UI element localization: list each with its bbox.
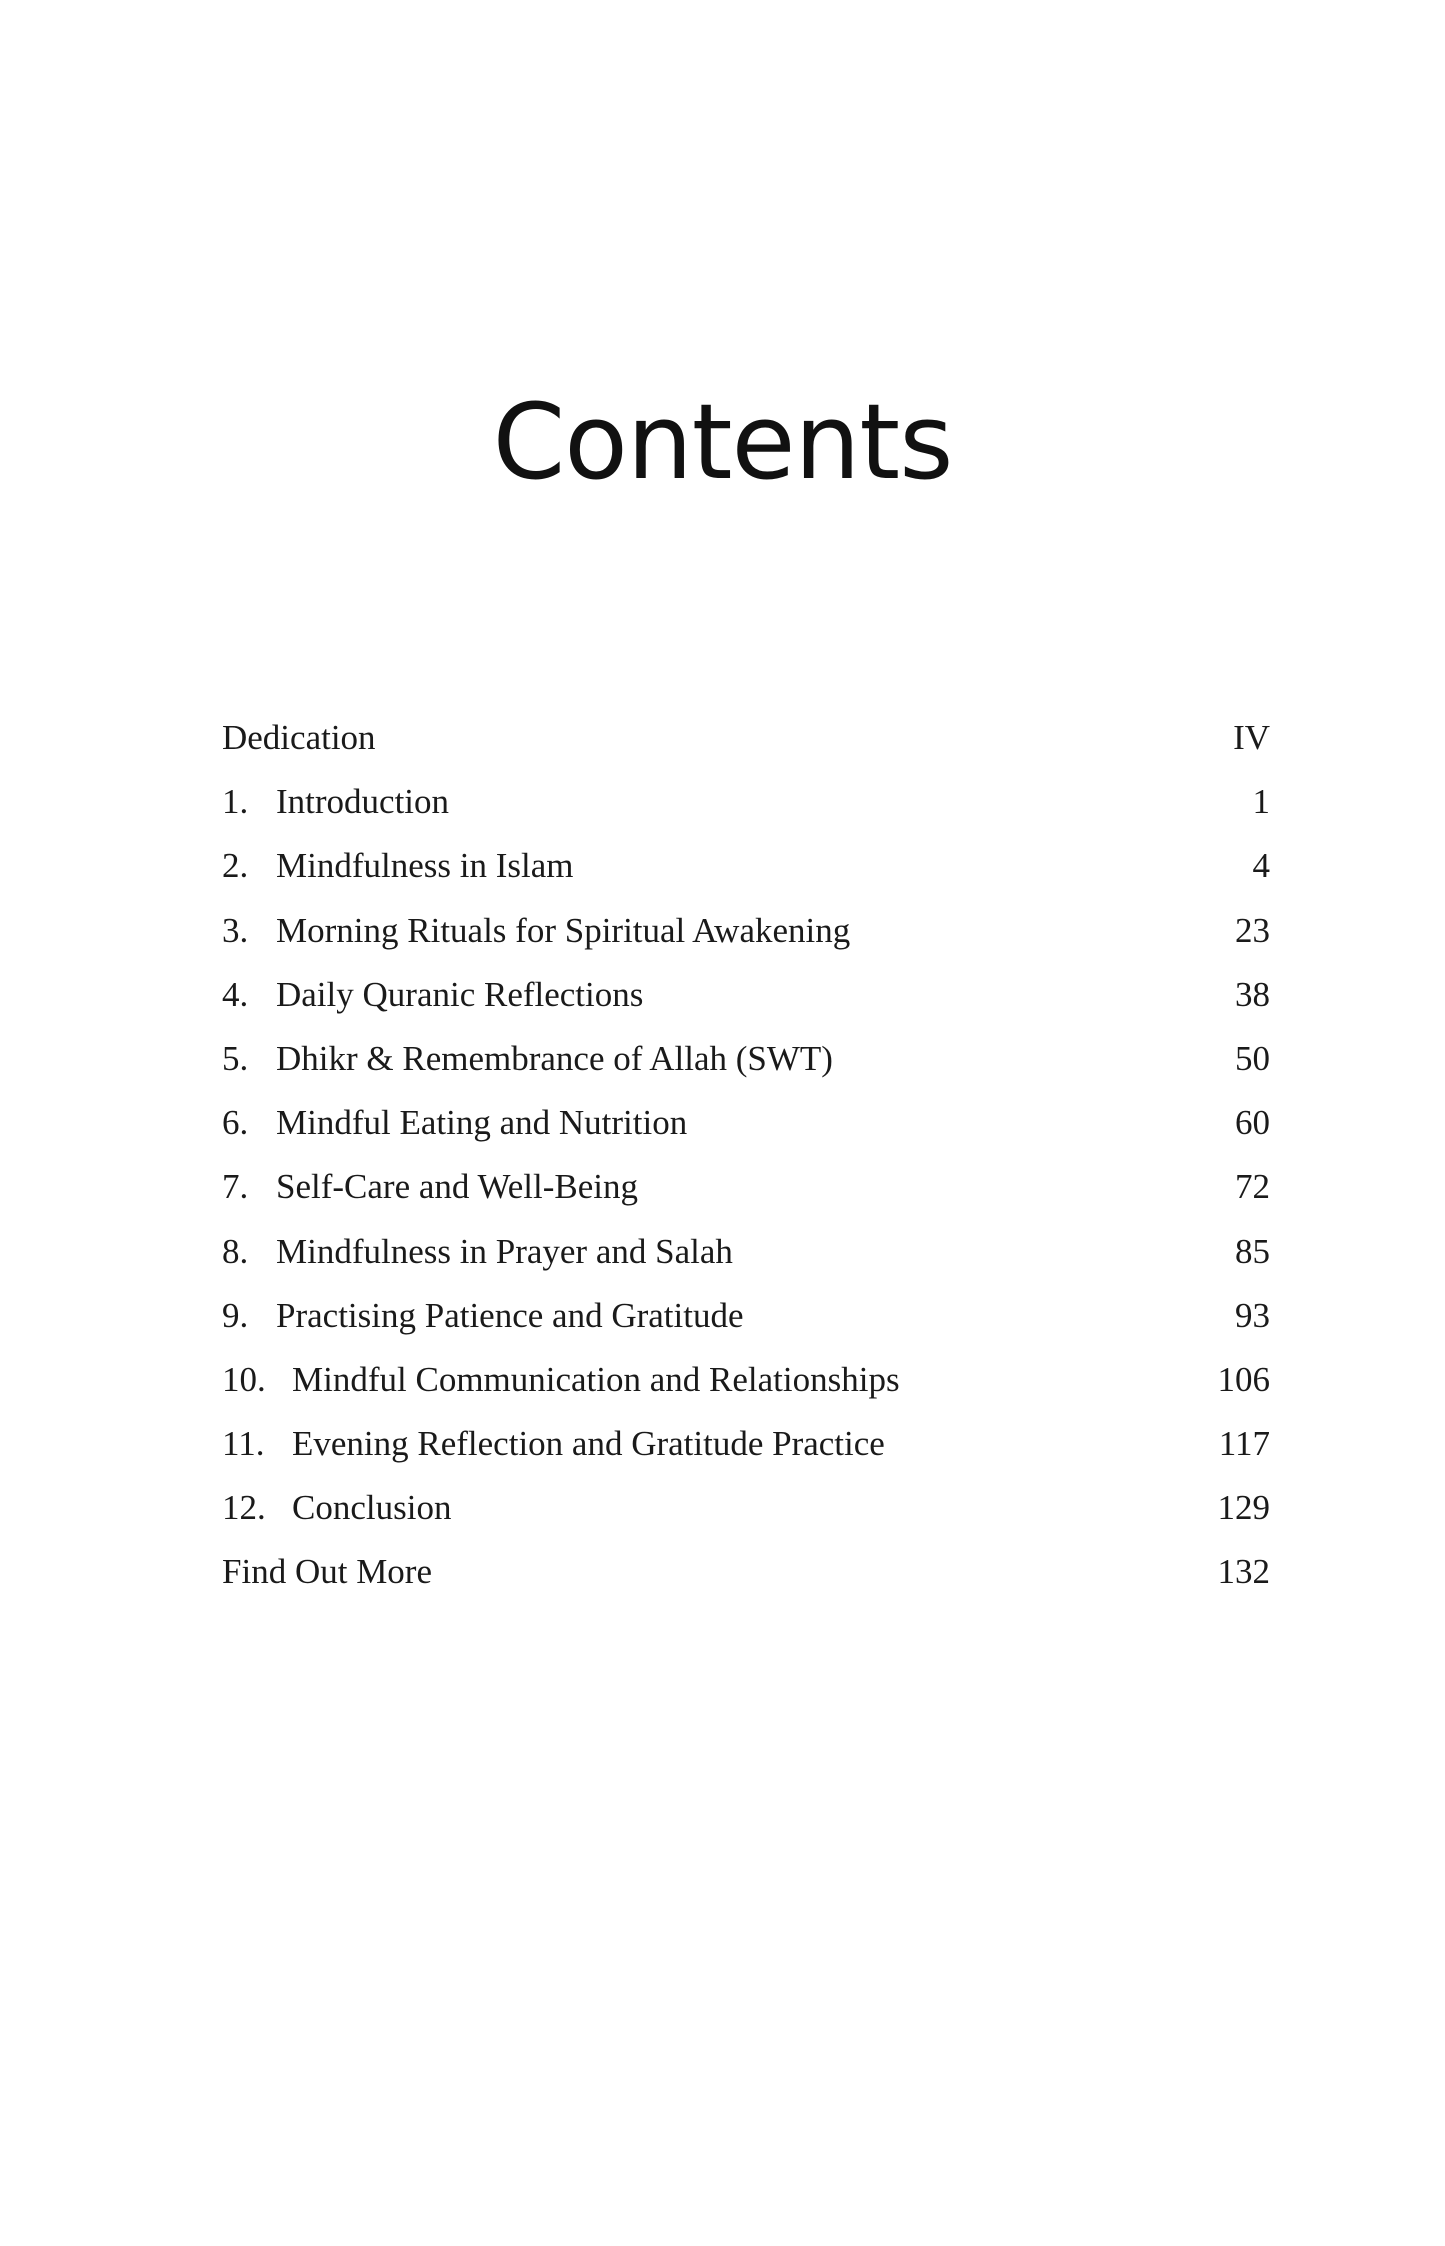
- toc-entry-number: 4.: [222, 974, 249, 1014]
- toc-entry-conclusion[interactable]: [222, 1476, 1270, 1540]
- toc-entry-page: 38: [1235, 974, 1270, 1014]
- toc-entry-title: Mindful Communication and Relationships: [292, 1359, 900, 1399]
- toc-entry-title: Dedication: [222, 718, 376, 757]
- toc-entry-quranic-reflections[interactable]: [222, 963, 1270, 1027]
- toc-entry-self-care[interactable]: [222, 1155, 1270, 1219]
- toc-entry-dhikr[interactable]: [222, 1027, 1270, 1091]
- toc-entry-number: 1.: [222, 782, 249, 822]
- toc-entry-evening-reflection[interactable]: [222, 1412, 1270, 1476]
- toc-entry-mindful-eating[interactable]: [222, 1091, 1270, 1155]
- toc-entry-introduction[interactable]: [222, 770, 1270, 834]
- toc-entry-title: Daily Quranic Reflections: [276, 974, 644, 1014]
- toc-entry-page: 60: [1235, 1103, 1270, 1143]
- toc-entry-communication[interactable]: [222, 1348, 1270, 1412]
- toc-entry-title: Dhikr & Remembrance of Allah (SWT): [276, 1038, 833, 1078]
- toc-entry-number: 5.: [222, 1038, 249, 1078]
- toc-entry-mindfulness-in-islam[interactable]: [222, 834, 1270, 898]
- toc-entry-title: Mindfulness in Prayer and Salah: [276, 1231, 733, 1271]
- toc-entry-page: 106: [1217, 1359, 1270, 1399]
- toc-entry-title: Mindfulness in Islam: [276, 846, 574, 886]
- toc-entry-number: 11.: [222, 1424, 265, 1464]
- toc-entry-title: Self-Care and Well-Being: [276, 1167, 638, 1207]
- toc-entry-title: Practising Patience and Gratitude: [276, 1295, 744, 1335]
- toc-entry-page: 72: [1235, 1167, 1270, 1207]
- toc-entry-morning-rituals[interactable]: [222, 899, 1270, 963]
- toc-entry-dedication[interactable]: [222, 706, 1270, 770]
- toc-entry-number: 10.: [222, 1359, 266, 1399]
- toc-entry-title: Conclusion: [292, 1488, 452, 1528]
- toc-entry-page: IV: [1233, 718, 1270, 757]
- toc-entry-prayer-salah[interactable]: [222, 1220, 1270, 1284]
- toc-entry-title: Mindful Eating and Nutrition: [276, 1103, 688, 1143]
- toc-entry-title: Evening Reflection and Gratitude Practice: [292, 1424, 885, 1464]
- toc-entry-page: 117: [1218, 1424, 1270, 1464]
- toc-entry-page: 93: [1235, 1295, 1270, 1335]
- toc-entry-page: 4: [1252, 846, 1270, 886]
- toc-entry-number: 6.: [222, 1103, 249, 1143]
- toc-entry-number: 2.: [222, 846, 249, 886]
- toc-entry-number: 12.: [222, 1488, 266, 1528]
- toc-entry-number: 9.: [222, 1295, 249, 1335]
- toc-entry-title: Find Out More: [222, 1552, 432, 1592]
- table-of-contents: [222, 706, 1270, 1605]
- toc-entry-page: 1: [1252, 782, 1270, 822]
- toc-entry-patience-gratitude[interactable]: [222, 1284, 1270, 1348]
- toc-entry-number: 7.: [222, 1167, 249, 1207]
- toc-entry-find-out-more[interactable]: [222, 1540, 1270, 1604]
- toc-entry-number: 3.: [222, 910, 249, 950]
- page-title: Contents: [492, 381, 953, 503]
- toc-entry-title: Morning Rituals for Spiritual Awakening: [276, 910, 851, 950]
- toc-entry-page: 50: [1235, 1038, 1270, 1078]
- toc-entry-page: 132: [1217, 1552, 1270, 1592]
- toc-entry-title: Introduction: [276, 782, 450, 822]
- toc-entry-page: 23: [1235, 910, 1270, 950]
- toc-entry-page: 85: [1235, 1231, 1270, 1271]
- toc-entry-number: 8.: [222, 1231, 249, 1271]
- toc-entry-page: 129: [1217, 1488, 1270, 1528]
